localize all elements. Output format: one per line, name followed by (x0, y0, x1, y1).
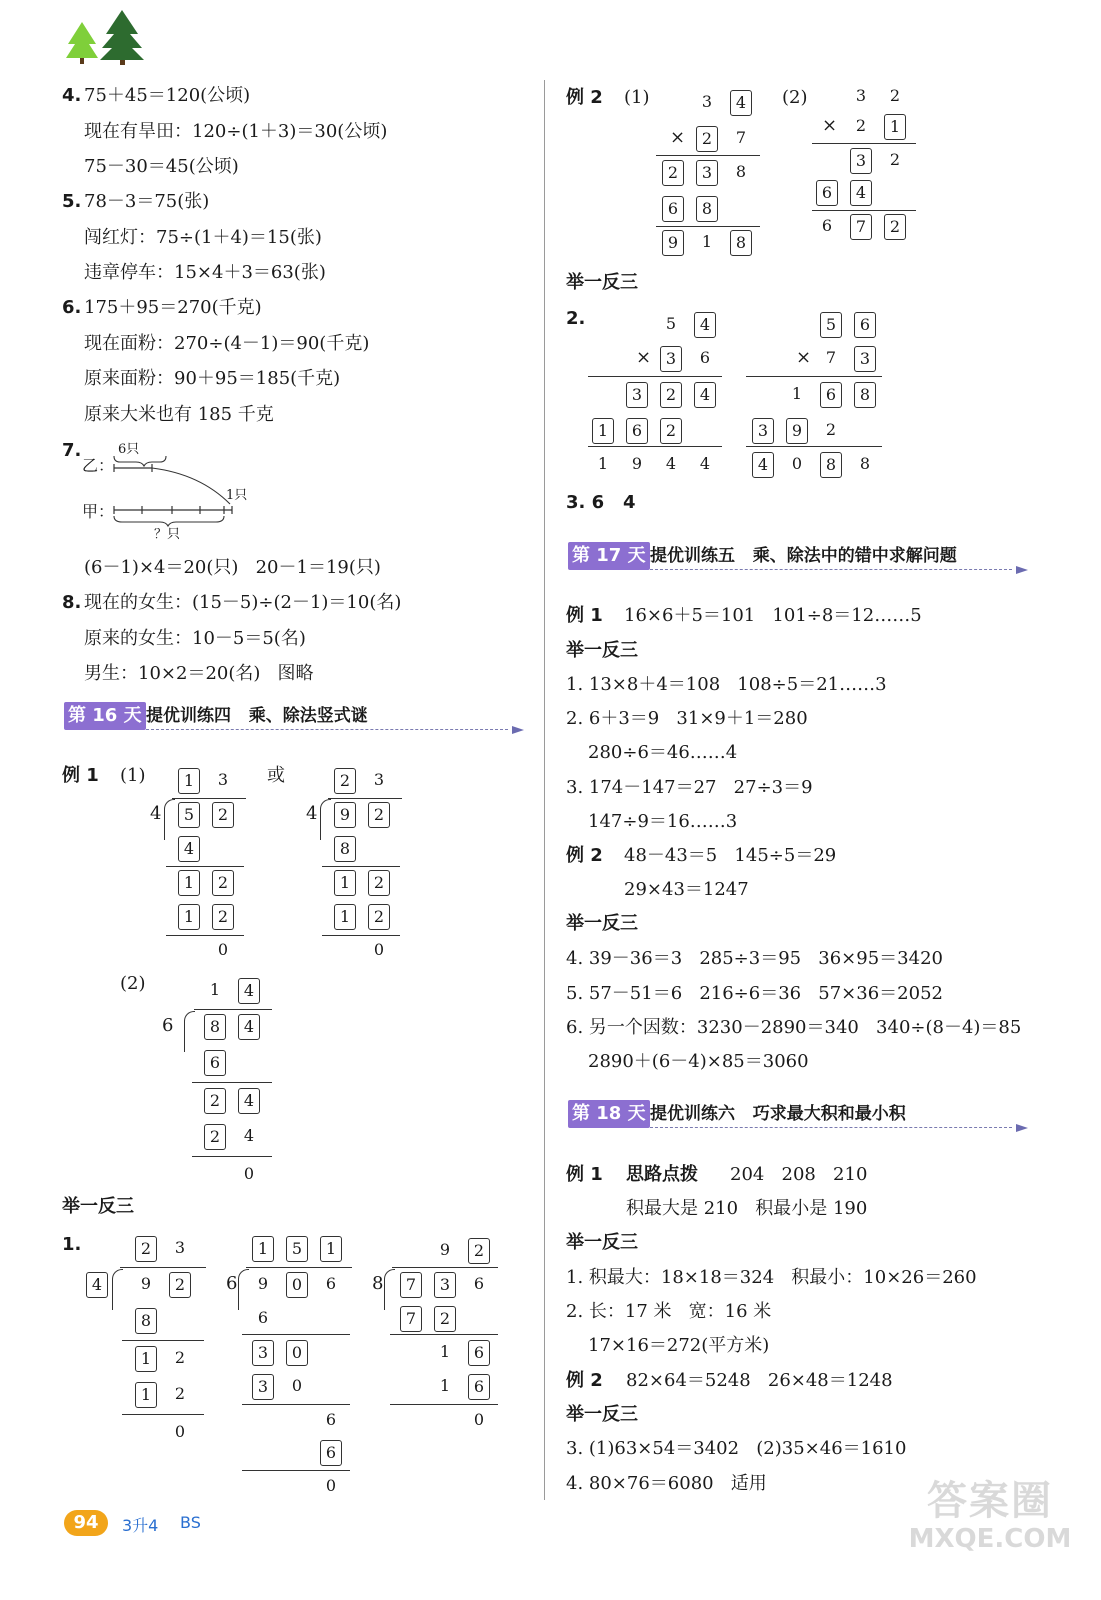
division-bracket (164, 799, 175, 840)
answer-line: 原来面粉：90＋95＝185(千克) (84, 368, 341, 389)
rule-line (746, 376, 882, 377)
section-title: 提优训练四 乘、除法竖式谜 (146, 706, 368, 726)
product-digit: 9 (631, 454, 643, 473)
partial-product-digit: 8 (696, 196, 718, 222)
label-jia: 甲： (82, 502, 115, 521)
question-number: 8. (62, 592, 82, 613)
question-number: 7. (62, 440, 82, 461)
hint-label: 思路点拨 (626, 1164, 698, 1185)
rule-line (120, 1267, 206, 1268)
partial-product-digit: 6 (662, 196, 684, 222)
multiplicand-digit: 3 (701, 92, 713, 111)
section-title: 提优训练五 乘、除法中的错中求解问题 (650, 546, 957, 566)
product-digit: 1 (701, 232, 713, 251)
product-digit: 8 (820, 452, 842, 478)
step-digit: 3 (252, 1374, 274, 1400)
rule-line (656, 155, 760, 156)
rule-line (166, 866, 244, 867)
example-label: 例 2 (566, 1370, 603, 1391)
multiplier-digit: 2 (696, 126, 718, 152)
multiplier-digit: 7 (735, 128, 747, 147)
dividend-digit: 7 (400, 1272, 422, 1298)
practice-heading: 举一反三 (566, 1232, 638, 1253)
dividend-digit: 5 (178, 802, 200, 828)
step-digit: 1 (178, 870, 200, 896)
dividend-digit: 9 (140, 1274, 152, 1293)
product-digit: 4 (665, 454, 677, 473)
answer-line: 2890＋(6－4)×85＝3060 (588, 1051, 809, 1072)
answer-line: 1. 13×8＋4＝108 108÷5＝21……3 (566, 674, 887, 695)
product-digit: 4 (752, 452, 774, 478)
dividend-digit: 9 (334, 802, 356, 828)
rule-line (812, 143, 916, 144)
step-digit: 2 (212, 904, 234, 930)
dividend-digit: 6 (325, 1274, 337, 1293)
partial-product-digit: 6 (816, 180, 838, 206)
partial-product-digit: 8 (735, 162, 747, 181)
rule-line (122, 1340, 204, 1341)
times-symbol: × (636, 347, 652, 368)
section-tag: 第 17 天 (568, 542, 650, 570)
practice-heading: 举一反三 (62, 1196, 134, 1217)
section-header-day16 (64, 702, 526, 732)
step-digit: 6 (468, 1374, 490, 1400)
multiplicand-digit: 5 (665, 314, 677, 333)
watermark-text: 答案圈 (927, 1478, 1053, 1524)
multiplier-digit: 1 (884, 114, 906, 140)
answer-line: 147÷9＝16……3 (588, 811, 738, 832)
step-digit: 4 (178, 836, 200, 862)
example-label: 例 2 (566, 87, 603, 108)
answer-line: 48－43＝5 145÷5＝29 (624, 845, 837, 866)
page-number: 94 (64, 1510, 108, 1536)
answer-line: 3. (1)63×54＝3402 (2)35×46＝1610 (566, 1438, 907, 1459)
answer-line: 2. 长：17 米 宽：16 米 (566, 1301, 772, 1322)
divisor-digit: 4 (150, 803, 162, 824)
quotient-digit: 3 (174, 1238, 186, 1257)
step-digit: 6 (320, 1440, 342, 1466)
step-digit: 4 (243, 1126, 255, 1145)
step-digit: 2 (368, 904, 390, 930)
product-digit: 9 (662, 230, 684, 256)
label-yi: 乙： (82, 456, 115, 475)
tree-icon (100, 10, 144, 65)
quotient-digit: 1 (209, 980, 221, 999)
rule-line (328, 798, 402, 799)
multiplier-digit: 7 (825, 348, 837, 367)
partial-product-digit: 2 (660, 418, 682, 444)
question-number: 4. (62, 85, 82, 106)
step-digit: 6 (468, 1340, 490, 1366)
answer-line: 175＋95＝270(千克) (84, 297, 262, 318)
step-digit: 1 (178, 904, 200, 930)
multiplier-digit: 6 (699, 348, 711, 367)
answer-line: 原来的女生：10－5＝5(名) (84, 628, 306, 649)
section-tag: 第 16 天 (64, 702, 146, 730)
answer-line: 6. 另一个因数：3230－2890＝340 340÷(8－4)＝85 (566, 1017, 1022, 1038)
answer-line: 280÷6＝46……4 (588, 742, 738, 763)
quotient-digit: 3 (373, 770, 385, 789)
partial-product-digit: 3 (752, 418, 774, 444)
rule-line (390, 1334, 498, 1335)
rule-line (242, 1470, 350, 1471)
step-digit: 2 (368, 870, 390, 896)
answer-line: 75－30＝45(公顷) (84, 156, 239, 177)
part-label: (1) (624, 87, 650, 108)
step-digit: 8 (334, 836, 356, 862)
step-digit: 1 (334, 870, 356, 896)
quotient-digit: 4 (238, 978, 260, 1004)
dividend-digit: 3 (434, 1272, 456, 1298)
product-digit: 2 (884, 214, 906, 240)
product-digit: 0 (791, 454, 803, 473)
answer-line: 原来大米也有 185 千克 (84, 404, 274, 425)
answer-line: 闯红灯：75÷(1＋4)＝15(张) (84, 227, 322, 248)
answer-line: 4. 39－36＝3 285÷3＝95 36×95＝3420 (566, 948, 943, 969)
rule-line (192, 1082, 272, 1083)
answer-line: 29×43＝1247 (624, 879, 749, 900)
times-symbol: × (670, 127, 686, 148)
division-bracket (238, 1269, 249, 1310)
partial-product-digit: 2 (660, 382, 682, 408)
answer-line: 3. 6 4 (566, 492, 636, 513)
part-label: (1) (120, 765, 146, 786)
answer-line: 16×6＋5＝101 101÷8＝12……5 (624, 605, 922, 626)
partial-product-digit: 2 (889, 150, 901, 169)
rule-line (192, 1156, 272, 1157)
step-digit: 2 (174, 1348, 186, 1367)
step-digit: 7 (400, 1306, 422, 1332)
rule-line (746, 446, 882, 447)
divisor-digit: 4 (86, 1272, 108, 1298)
answer-line: 78－3＝75(张) (84, 191, 210, 212)
rule-line (194, 1009, 272, 1010)
label-one: 1只 (226, 488, 248, 503)
example-label: 例 1 (62, 765, 99, 786)
step-digit: 1 (135, 1346, 157, 1372)
dividend-digit: 4 (238, 1014, 260, 1040)
quotient-digit: 9 (439, 1240, 451, 1259)
dividend-digit: 2 (368, 802, 390, 828)
watermark (900, 1478, 1080, 1554)
dividend-digit: 0 (286, 1272, 308, 1298)
question-number: 2. (566, 308, 586, 329)
grade-label: 3升4 (122, 1516, 159, 1535)
rule-line (242, 1404, 350, 1405)
quotient-digit: 5 (286, 1236, 308, 1262)
answer-line: 现在面粉：270÷(4－1)＝90(千克) (84, 333, 370, 354)
dividend-digit: 6 (473, 1274, 485, 1293)
answer-line: 82×64＝5248 26×48＝1248 (626, 1370, 893, 1391)
answer-line: 1. 积最大：18×18＝324 积最小：10×26＝260 (566, 1267, 977, 1288)
partial-product-digit: 6 (626, 418, 648, 444)
multiplier-digit: 3 (854, 346, 876, 372)
question-number: 1. (62, 1234, 82, 1255)
example-label: 例 1 (566, 605, 603, 626)
tree-icon (66, 22, 98, 64)
partial-product-digit: 2 (662, 160, 684, 186)
quotient-digit: 2 (135, 1236, 157, 1262)
quotient-digit: 2 (334, 768, 356, 794)
answer-line: 现在有旱田：120÷(1＋3)＝30(公顷) (84, 121, 388, 142)
answer-line: 违章停车：15×4＋3＝63(张) (84, 262, 326, 283)
answer-line: 4. 80×76＝6080 适用 (566, 1473, 767, 1494)
dividend-digit: 2 (169, 1272, 191, 1298)
divisor-digit: 4 (306, 803, 318, 824)
quotient-digit: 1 (252, 1236, 274, 1262)
remainder-digit: 0 (243, 1164, 255, 1183)
step-digit: 1 (135, 1382, 157, 1408)
step-digit: 1 (439, 1342, 451, 1361)
edition-label: BS (180, 1513, 201, 1532)
division-bracket (112, 1269, 123, 1310)
partial-product-digit: 3 (850, 148, 872, 174)
answer-line: 积最大是 210 积最小是 190 (626, 1198, 868, 1219)
product-digit: 7 (850, 214, 872, 240)
section-header-day18 (568, 1100, 1030, 1130)
rule-line (812, 210, 916, 211)
quotient-digit: 1 (178, 768, 200, 794)
example-label: 例 2 (566, 845, 603, 866)
rule-line (656, 226, 760, 227)
step-digit: 4 (238, 1088, 260, 1114)
column-divider (544, 80, 545, 1500)
multiplicand-digit: 3 (855, 86, 867, 105)
step-digit: 2 (212, 870, 234, 896)
remainder-digit: 0 (473, 1410, 485, 1429)
partial-product-digit: 8 (854, 382, 876, 408)
partial-product-digit: 6 (820, 382, 842, 408)
step-digit: 3 (252, 1340, 274, 1366)
step-digit: 0 (291, 1376, 303, 1395)
partial-product-digit: 3 (696, 160, 718, 186)
multiplier-digit: 3 (660, 346, 682, 372)
multiplicand-digit: 4 (694, 312, 716, 338)
part-label: (2) (120, 973, 146, 994)
practice-heading: 举一反三 (566, 1404, 638, 1425)
step-digit: 1 (439, 1376, 451, 1395)
step-digit: 6 (257, 1308, 269, 1327)
product-digit: 4 (699, 454, 711, 473)
multiplicand-digit: 6 (854, 312, 876, 338)
partial-product-digit: 3 (626, 382, 648, 408)
practice-heading: 举一反三 (566, 272, 638, 293)
product-digit: 8 (730, 230, 752, 256)
answer-line: 3. 174－147＝27 27÷3＝9 (566, 777, 813, 798)
remainder-digit: 0 (325, 1476, 337, 1495)
remainder-digit: 0 (174, 1422, 186, 1441)
dividend-digit: 8 (204, 1014, 226, 1040)
times-symbol: × (822, 115, 838, 136)
step-digit: 2 (204, 1124, 226, 1150)
divisor-digit: 6 (226, 1273, 238, 1294)
or-text: 或 (267, 765, 285, 786)
rule-line (588, 376, 722, 377)
partial-product-digit: 9 (786, 418, 808, 444)
answer-line: 男生：10×2＝20(名) 图略 (84, 663, 314, 684)
rule-line (322, 866, 400, 867)
multiplier-digit: 2 (855, 116, 867, 135)
label-six: 6只 (118, 442, 140, 457)
partial-product-digit: 2 (825, 420, 837, 439)
part-label: (2) (782, 87, 808, 108)
question-number: 6. (62, 297, 82, 318)
multiplicand-digit: 2 (889, 86, 901, 105)
divisor-digit: 8 (372, 1273, 384, 1294)
answer-line: (6－1)×4＝20(只) 20－1＝19(只) (84, 557, 381, 578)
rule-line (392, 1267, 498, 1268)
step-digit: 8 (135, 1308, 157, 1334)
watermark-url: MXQE.COM (908, 1524, 1072, 1554)
rule-line (390, 1404, 498, 1405)
quotient-digit: 2 (468, 1238, 490, 1264)
step-digit: 1 (334, 904, 356, 930)
dividend-digit: 9 (257, 1274, 269, 1293)
product-digit: 8 (859, 454, 871, 473)
partial-product-digit: 1 (791, 384, 803, 403)
answer-line: 2. 6＋3＝9 31×9＋1＝280 (566, 708, 808, 729)
times-symbol: × (796, 347, 812, 368)
step-digit: 2 (174, 1384, 186, 1403)
answer-line: 17×16＝272(平方米) (588, 1335, 770, 1356)
rule-line (166, 935, 244, 936)
dividend-digit: 2 (212, 802, 234, 828)
partial-product-digit: 4 (850, 180, 872, 206)
answer-line: 75＋45＝120(公顷) (84, 85, 251, 106)
rule-line (122, 1414, 204, 1415)
practice-heading: 举一反三 (566, 913, 638, 934)
partial-product-digit: 4 (694, 382, 716, 408)
step-digit: 2 (434, 1306, 456, 1332)
quotient-digit: 3 (217, 770, 229, 789)
product-digit: 1 (597, 454, 609, 473)
multiplicand-digit: 4 (730, 90, 752, 116)
product-digit: 6 (821, 216, 833, 235)
remainder-digit: 0 (373, 940, 385, 959)
step-digit: 6 (204, 1050, 226, 1076)
rule-line (322, 935, 400, 936)
section-header-day17 (568, 542, 1030, 572)
rule-line (246, 1267, 352, 1268)
multiplicand-digit: 5 (820, 312, 842, 338)
partial-product-digit: 1 (592, 418, 614, 444)
rule-line (242, 1334, 350, 1335)
question-number: 5. (62, 191, 82, 212)
section-title: 提优训练六 巧求最大积和最小积 (650, 1104, 906, 1124)
rule-line (172, 798, 246, 799)
section-tag: 第 18 天 (568, 1100, 650, 1128)
answer-line: 现在的女生：(15－5)÷(2－1)＝10(名) (84, 592, 402, 613)
answer-line: 204 208 210 (730, 1164, 868, 1185)
rule-line (588, 446, 722, 447)
step-digit: 6 (325, 1410, 337, 1429)
divisor-digit: 6 (162, 1015, 174, 1036)
answer-line: 5. 57－51＝6 216÷6＝36 57×36＝2052 (566, 983, 943, 1004)
example-label: 例 1 (566, 1164, 603, 1185)
label-question: ？只 (154, 527, 181, 542)
division-bracket (184, 1011, 195, 1052)
step-digit: 2 (204, 1088, 226, 1114)
quotient-digit: 1 (320, 1236, 342, 1262)
division-bracket (320, 799, 331, 840)
remainder-digit: 0 (217, 940, 229, 959)
division-bracket (384, 1269, 395, 1310)
header-decoration (66, 8, 150, 70)
practice-heading: 举一反三 (566, 640, 638, 661)
step-digit: 0 (286, 1340, 308, 1366)
